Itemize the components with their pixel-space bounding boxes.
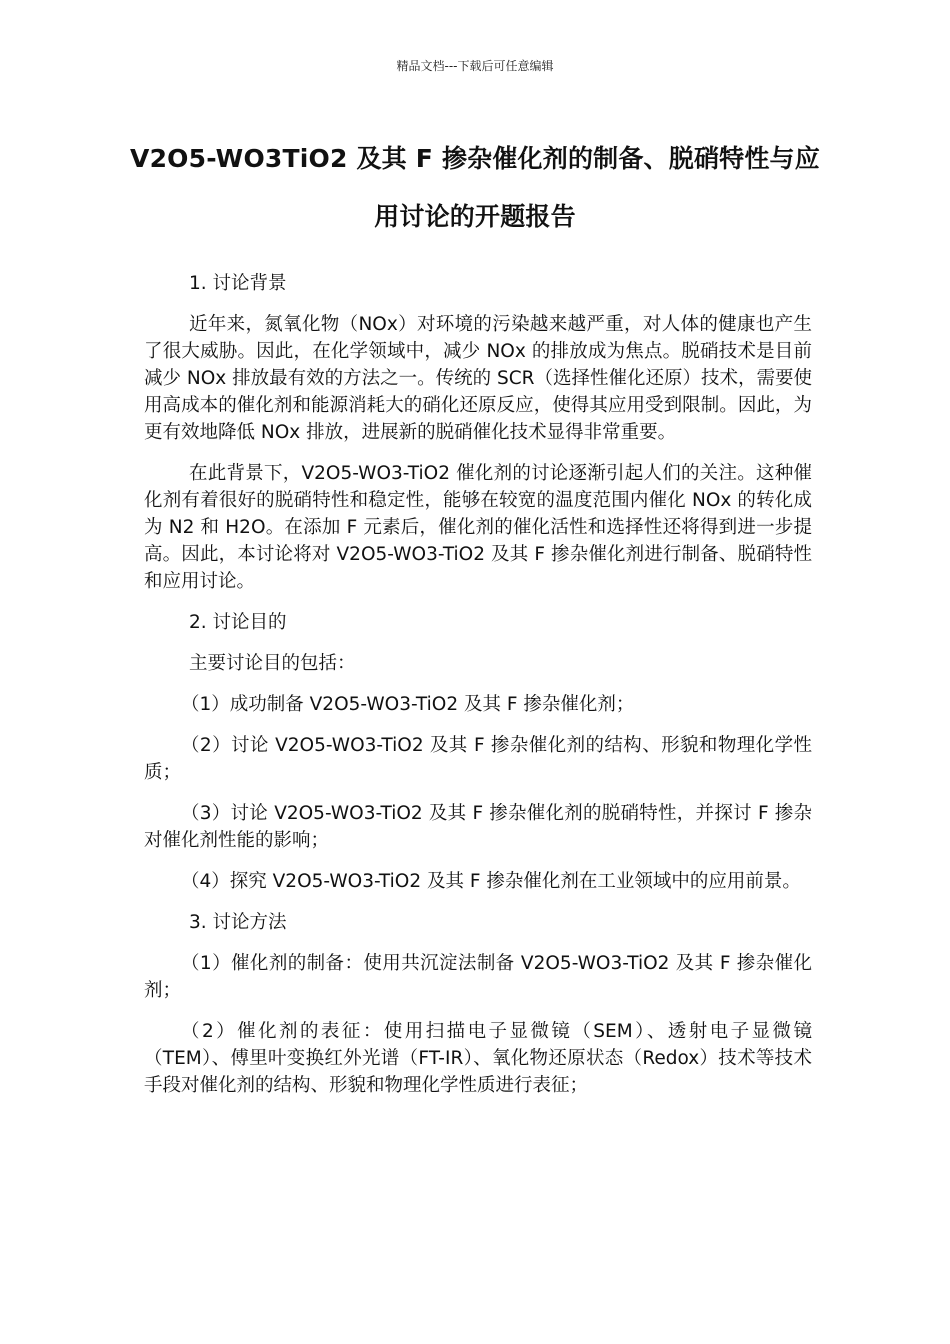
objective-item: （2）讨论 V2O5-WO3-TiO2 及其 F 掺杂催化剂的结构、形貌和物理化学性质； bbox=[144, 735, 812, 783]
section-heading-methods: 3. 讨论方法 bbox=[189, 912, 287, 933]
method-item: （1）催化剂的制备：使用共沉淀法制备 V2O5-WO3-TiO2 及其 F 掺杂催化剂； bbox=[144, 953, 812, 1001]
document-body bbox=[144, 270, 812, 1113]
objective-item: （4）探究 V2O5-WO3-TiO2 及其 F 掺杂催化剂在工业领域中的应用前景。 bbox=[181, 871, 801, 892]
header-note: 精品文档---下载后可任意编辑 bbox=[396, 59, 554, 73]
document-title: V2O5-WO3TiO2 及其 F 掺杂催化剂的制备、脱硝特性与应用讨论的开题报告 bbox=[130, 144, 820, 231]
background-paragraph: 近年来，氮氧化物（NOx）对环境的污染越来越严重，对人体的健康也产生了很大威胁。因此，在化学领域中，减少 NOx 的排放成为焦点。脱硝技术是目前减少 NOx 排放最有效的方法之一。传统的 SCR（选择性催化还原）技术，需要使用高成本的催化剂和能源消耗大的硝化还原反应，使得其应用受到限制。因此，为更有效地降低 NOx 排放，进展新的脱硝催化技术显得非常重要。 bbox=[144, 314, 813, 443]
objectives-intro: 主要讨论目的包括： bbox=[189, 653, 356, 674]
objective-item: （1）成功制备 V2O5-WO3-TiO2 及其 F 掺杂催化剂； bbox=[181, 694, 635, 715]
section-heading-objectives: 2. 讨论目的 bbox=[189, 612, 287, 633]
section-heading-background: 1. 讨论背景 bbox=[189, 273, 287, 294]
background-paragraph: 在此背景下，V2O5-WO3-TiO2 催化剂的讨论逐渐引起人们的关注。这种催化剂有着很好的脱硝特性和稳定性，能够在较宽的温度范围内催化 NOx 的转化成为 N2 和 H2O。在添加 F 元素后，催化剂的催化活性和选择性还将得到进一步提高。因此，本讨论将对 V2O5-WO3-TiO2 及其 F 掺杂催化剂进行制备、脱硝特性和应用讨论。 bbox=[144, 463, 812, 592]
method-item: （2）催化剂的表征：使用扫描电子显微镜（SEM）、透射电子显微镜（TEM）、傅里叶变换红外光谱（FT-IR）、氧化物还原状态（Redox）技术等技术手段对催化剂的结构、形貌和物理化学性质进行表征； bbox=[144, 1021, 812, 1096]
objective-item: （3）讨论 V2O5-WO3-TiO2 及其 F 掺杂催化剂的脱硝特性，并探讨 F 掺杂对催化剂性能的影响； bbox=[144, 803, 812, 851]
